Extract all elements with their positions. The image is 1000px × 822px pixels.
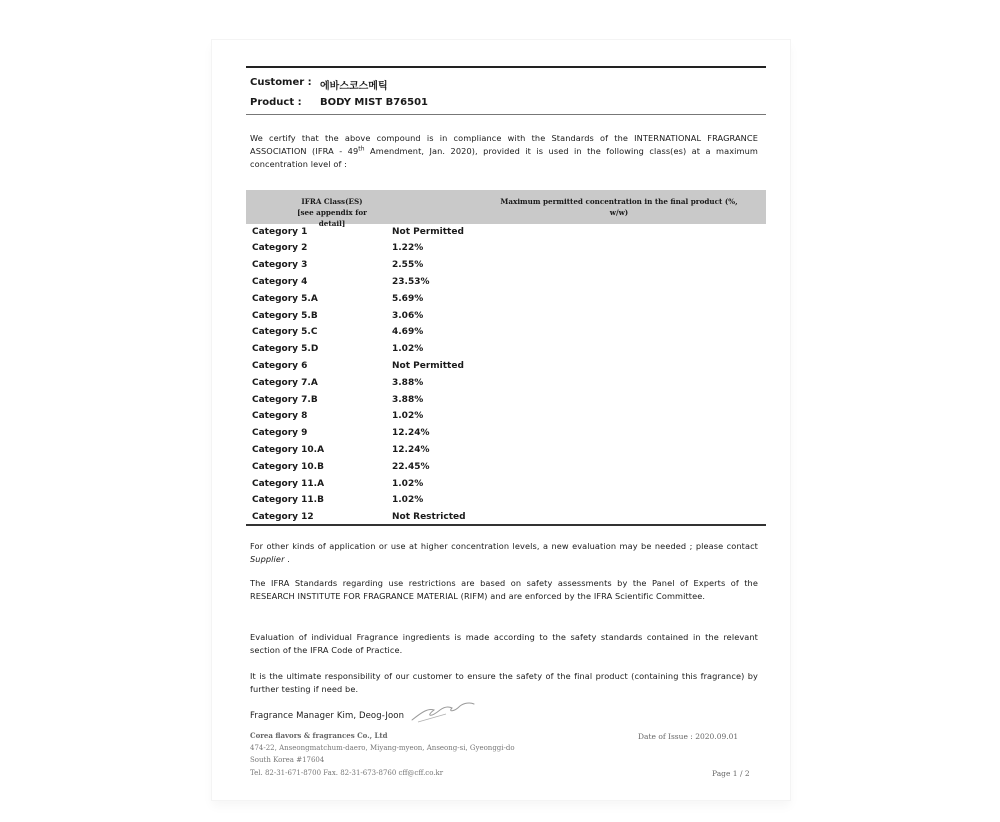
- concentration-cell: 1.22%: [392, 243, 424, 254]
- concentration-cell: 3.88%: [392, 377, 424, 388]
- category-cell: Category 9: [252, 428, 308, 439]
- category-cell: Category 4: [252, 276, 308, 287]
- category-cell: Category 1: [252, 226, 308, 237]
- column-max-unit: w/w): [609, 208, 629, 217]
- certification-text-part1: We certify that the above compound is in compliance with the Standards of the INTERNATIONAL FRAGRANCE ASSOCIATION (IFRA - 49: [250, 133, 758, 156]
- category-cell: Category 5.C: [252, 327, 318, 338]
- supplier-link-text: Supplier: [250, 554, 285, 564]
- certificate-page: [212, 40, 790, 800]
- header-rule: [246, 114, 766, 115]
- category-cell: Category 2: [252, 243, 308, 254]
- column-max-header: [486, 196, 752, 218]
- concentration-cell: 4.69%: [392, 327, 424, 338]
- category-cell: Category 10.B: [252, 461, 324, 472]
- table-row: [252, 290, 732, 307]
- table-row: [252, 492, 732, 509]
- certification-text-part2: Amendment, Jan. 2020), provided it is used in the following class(es) at a maximum concentration level of :: [250, 146, 758, 169]
- concentration-cell: 12.24%: [392, 444, 430, 455]
- category-cell: Category 3: [252, 260, 308, 271]
- table-row: [252, 307, 732, 324]
- note-evaluation: Evaluation of individual Fragrance ingredients is made according to the safety standards contained in the relevant section of the IFRA Code of Practice.: [250, 632, 758, 655]
- table-row: [252, 475, 732, 492]
- table-row: [252, 391, 732, 408]
- note-other-applications-text: For other kinds of application or use at higher concentration levels, a new evaluation may be needed ; please contact: [250, 541, 758, 551]
- column-class-subtitle: [see appendix for detail]: [297, 208, 367, 228]
- category-cell: Category 8: [252, 411, 308, 422]
- category-cell: Category 7.B: [252, 394, 318, 405]
- category-cell: Category 11.B: [252, 495, 324, 506]
- note-ifra-standards: The IFRA Standards regarding use restrictions are based on safety assessments by the Panel of Experts of the RESEARCH INSTITUTE FOR FRAGRANCE MATERIAL (RIFM) and are enforced by the IFRA Scientific Committee.: [250, 578, 758, 601]
- page-number: Page 1 / 2: [712, 769, 750, 778]
- concentration-cell: 23.53%: [392, 276, 430, 287]
- certification-text: [250, 132, 758, 171]
- concentration-cell: 2.55%: [392, 260, 424, 271]
- table-row: [252, 324, 732, 341]
- note-other-applications: [250, 540, 758, 566]
- certification-sup: th: [358, 145, 365, 153]
- concentration-cell: Not Restricted: [392, 512, 466, 523]
- category-cell: Category 6: [252, 360, 308, 371]
- note-other-applications-end: .: [284, 554, 290, 564]
- manager-line: Fragrance Manager Kim, Deog-Joon: [250, 711, 405, 721]
- footer-contact: Tel. 82-31-671-8700 Fax. 82-31-673-8760 cff@cff.co.kr: [250, 769, 444, 777]
- concentration-cell: 3.88%: [392, 394, 424, 405]
- product-label: Product :: [250, 97, 302, 108]
- table-row: [252, 257, 732, 274]
- footer-address1: 474-22, Anseongmatchum-daero, Miyang-myeon, Anseong-si, Gyeonggi-do: [250, 744, 515, 752]
- customer-label: Customer :: [250, 77, 312, 88]
- date-of-issue: Date of Issue : 2020.09.01: [638, 732, 739, 741]
- concentration-cell: 3.06%: [392, 310, 424, 321]
- table-header: [246, 190, 766, 228]
- category-cell: Category 5.A: [252, 293, 318, 304]
- table-row: [252, 374, 732, 391]
- category-cell: Category 11.A: [252, 478, 325, 489]
- concentration-cell: 22.45%: [392, 461, 430, 472]
- table-row: [252, 357, 732, 374]
- concentration-cell: 1.02%: [392, 495, 424, 506]
- footer-company: Corea flavors & fragrances Co., Ltd: [250, 731, 388, 740]
- category-cell: Category 5.B: [252, 310, 318, 321]
- concentration-cell: 12.24%: [392, 428, 430, 439]
- table-row: [252, 341, 732, 358]
- concentration-cell: 1.02%: [392, 478, 424, 489]
- concentration-cell: Not Permitted: [392, 226, 464, 237]
- concentration-cell: Not Permitted: [392, 360, 464, 371]
- product-value: BODY MIST B76501: [320, 97, 429, 108]
- table-row: [252, 458, 732, 475]
- table-row: [252, 441, 732, 458]
- table-row: [252, 273, 732, 290]
- category-cell: Category 5.D: [252, 344, 319, 355]
- category-cell: Category 12: [252, 512, 314, 523]
- table-row: [252, 408, 732, 425]
- signature-image: [408, 698, 478, 726]
- table-bottom-rule: [246, 524, 766, 526]
- footer-address2: South Korea #17604: [250, 756, 325, 764]
- column-max-title: Maximum permitted concentration in the final product (%,: [500, 197, 738, 206]
- table-row: [252, 223, 732, 240]
- product-row: [250, 97, 428, 108]
- customer-row: [250, 77, 388, 92]
- concentration-cell: 5.69%: [392, 293, 424, 304]
- customer-value: 에바스코스메틱: [320, 81, 388, 92]
- concentration-cell: 1.02%: [392, 344, 424, 355]
- table-row: [252, 240, 732, 257]
- note-responsibility: It is the ultimate responsibility of our customer to ensure the safety of the final product (containing this fragrance) by further testing if need be.: [250, 671, 758, 694]
- column-class-title: IFRA Class(ES): [301, 197, 363, 206]
- category-cell: Category 7.A: [252, 377, 318, 388]
- category-cell: Category 10.A: [252, 444, 325, 455]
- concentration-cell: 1.02%: [392, 411, 424, 422]
- top-rule: [246, 66, 766, 68]
- table-row: [252, 425, 732, 442]
